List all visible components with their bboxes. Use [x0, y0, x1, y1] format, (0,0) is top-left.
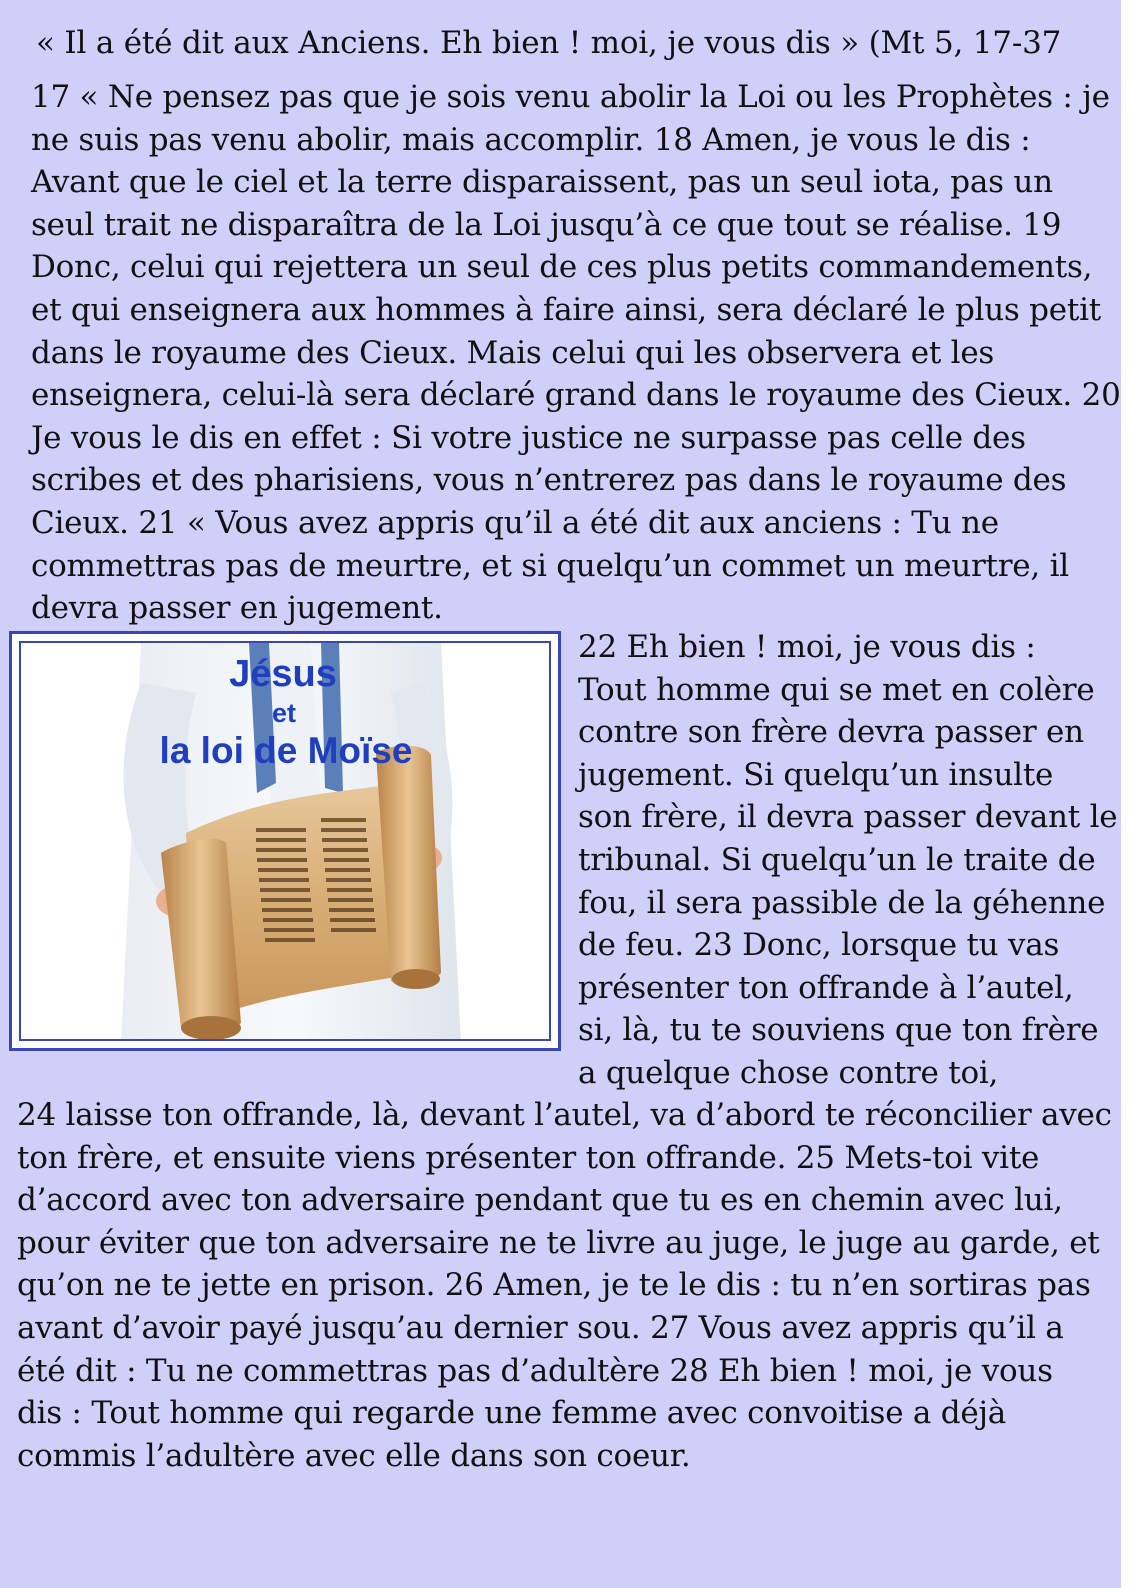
page-edge [1121, 0, 1135, 1588]
text-line: Avant que le ciel et la terre disparaissent, pas un seul iota, pas un [31, 164, 1053, 201]
torah-scroll-icon [21, 643, 551, 1041]
text-line: scribes et des pharisiens, vous n’entrerez pas dans le royaume des [31, 462, 1067, 499]
text-line: Cieux. 21 « Vous avez appris qu’il a été dit aux anciens : Tu ne [31, 504, 999, 541]
passage-paragraph-top [31, 76, 1121, 630]
text-line: ton frère, et ensuite viens présenter ton offrande. 25 Mets-toi vite [17, 1139, 1040, 1176]
text-line: son frère, il devra passer devant le [578, 799, 1118, 836]
text-line: si, là, tu te souviens que ton frère [578, 1012, 1099, 1049]
text-line: commis l’adultère avec elle dans son coeur. [17, 1437, 691, 1474]
text-line: jugement. Si quelqu’un insulte [578, 756, 1054, 793]
text-line: avant d’avoir payé jusqu’au dernier sou. 27 Vous avez appris qu’il a [17, 1309, 1064, 1346]
passage-paragraph-bottom [17, 1094, 1112, 1477]
illustration-image [19, 641, 551, 1041]
text-line: 24 laisse ton offrande, là, devant l’autel, va d’abord te réconcilier avec [17, 1097, 1112, 1133]
text-line: tribunal. Si quelqu’un le traite de [578, 841, 1096, 878]
text-line: seul trait ne disparaîtra de la Loi jusqu’à ce que tout se réalise. 19 [31, 206, 1062, 243]
text-line: qu’on ne te jette en prison. 26 Amen, je te le dis : tu n’en sortiras pas [17, 1267, 1091, 1304]
text-line: Je vous le dis en effet : Si votre justice ne surpasse pas celle des [31, 419, 1026, 456]
text-line: enseignera, celui-là sera déclaré grand dans le royaume des Cieux. 20 [31, 377, 1121, 414]
image-title-line-3: la loi de Moïse [159, 730, 413, 771]
text-line: commettras pas de meurtre, et si quelqu’un commet un meurtre, il [31, 547, 1069, 584]
passage-heading: « Il a été dit aux Anciens. Eh bien ! moi, je vous dis » (Mt 5, 17-37 [36, 25, 1062, 61]
text-line: dis : Tout homme qui regarde une femme avec convoitise a déjà [17, 1395, 1007, 1432]
text-line: dans le royaume des Cieux. Mais celui qui les observera et les [31, 334, 995, 371]
image-title-line-2: et [271, 698, 297, 728]
passage-paragraph-side [578, 626, 1118, 1095]
text-line: devra passer en jugement. [31, 590, 443, 627]
text-line: présenter ton offrande à l’autel, [578, 969, 1074, 1006]
image-title-line-1: Jésus [229, 653, 337, 695]
text-line: contre son frère devra passer en [578, 714, 1084, 751]
text-line: d’accord avec ton adversaire pendant que tu es en chemin avec lui, [17, 1182, 1063, 1219]
text-line: et qui enseignera aux hommes à faire ainsi, sera déclaré le plus petit [31, 291, 1101, 328]
text-line: été dit : Tu ne commettras pas d’adultère 28 Eh bien ! moi, je vous [17, 1352, 1053, 1389]
text-line: 22 Eh bien ! moi, je vous dis : [578, 629, 1036, 665]
text-line: Tout homme qui se met en colère [578, 671, 1095, 708]
text-line: ne suis pas venu abolir, mais accomplir. 18 Amen, je vous le dis : [31, 121, 1031, 158]
text-line: a quelque chose contre toi, [578, 1054, 999, 1091]
text-line: 17 « Ne pensez pas que je sois venu abolir la Loi ou les Prophètes : je [31, 79, 1110, 115]
text-line: pour éviter que ton adversaire ne te livre au juge, le juge au garde, et [17, 1224, 1100, 1261]
text-line: fou, il sera passible de la géhenne [578, 884, 1106, 921]
text-line: de feu. 23 Donc, lorsque tu vas [578, 927, 1060, 964]
text-line: Donc, celui qui rejettera un seul de ces plus petits commandements, [31, 249, 1093, 286]
illustration-frame [9, 631, 561, 1051]
